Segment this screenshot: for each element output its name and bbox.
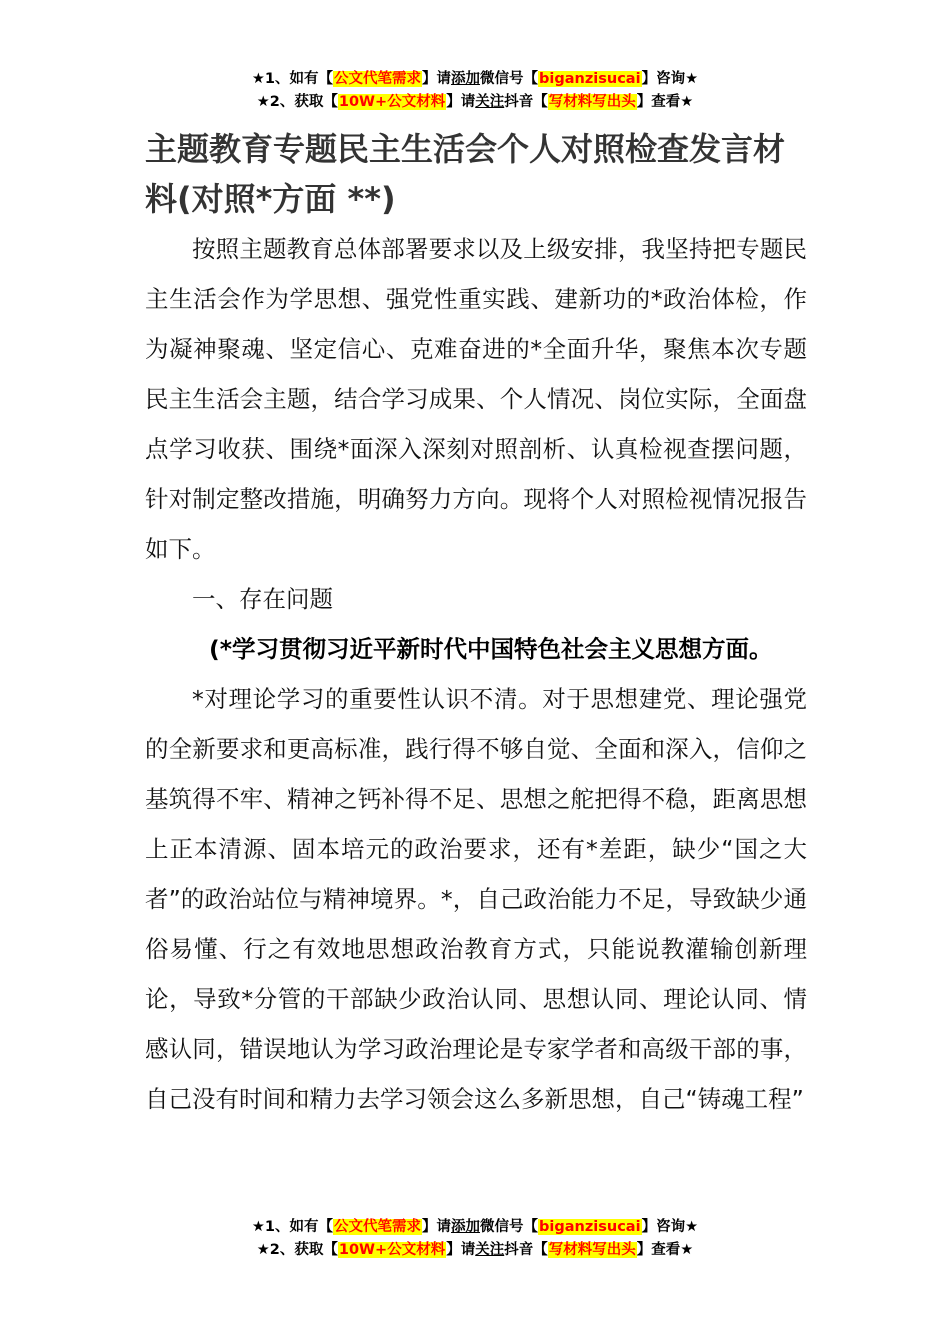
banner-text: 】请	[422, 1219, 452, 1235]
banner-underline: 添加	[451, 71, 481, 87]
banner-highlight: 公文代笔需求	[334, 1219, 422, 1235]
header-banner	[0, 68, 950, 114]
subsection-heading: (*学习贯彻习近平新时代中国特色社会主义思想方面。	[209, 635, 773, 663]
document-title: 主题教育专题民主生活会个人对照检查发言材料(对照*方面 **)	[145, 130, 786, 218]
banner-text: 】咨询★	[641, 1219, 699, 1235]
banner-underline: 添加	[451, 1219, 481, 1235]
body-paragraph: *对理论学习的重要性认识不清。对于思想建党、理论强党的全新要求和更高标准，践行得不够自觉、全面和深入，信仰之基筑得不牢、精神之钙补得不足、思想之舵把得不稳，距离思想上正本清源、固本培元的政治要求，还有*差距，缺少“国之大者”的政治站位与精神境界。*，自己政治能力不足，导致缺少通俗易懂、行之有效地思想政治教育方式，只能说教灌输创新理论，导致*分管的干部缺少政治认同、思想认同、理论认同、情感认同，错误地认为学习政治理论是专家学者和高级干部的事，自己没有时间和精力去学习领会这么多新思想，自己“铸魂工程”	[145, 685, 807, 1113]
banner-highlight: 写材料写出头	[548, 94, 636, 110]
banner-text: ★2、获取【	[256, 1242, 338, 1258]
banner-text: 】请	[422, 71, 452, 87]
banner-line-1	[0, 68, 950, 91]
document-body	[145, 124, 807, 1124]
banner-text: ★1、如有【	[251, 71, 334, 87]
banner-text: ★2、获取【	[256, 94, 338, 110]
banner-underline: 关注	[475, 1242, 505, 1258]
banner-underline: 关注	[475, 94, 505, 110]
banner-text: 】请	[446, 1242, 476, 1258]
banner-text: 微信号【	[480, 71, 539, 87]
banner-highlight: 写材料写出头	[548, 1242, 636, 1258]
banner-text: 抖音【	[504, 1242, 548, 1258]
banner-text: 微信号【	[480, 1219, 539, 1235]
intro-paragraph: 按照主题教育总体部署要求以及上级安排，我坚持把专题民主生活会作为学思想、强党性重实践、建新功的*政治体检，作为凝神聚魂、坚定信心、克难奋进的*全面升华，聚焦本次专题民主生活会主题，结合学习成果、个人情况、岗位实际，全面盘点学习收获、围绕*面深入深刻对照剖析、认真检视查摆问题，针对制定整改措施，明确努力方向。现将个人对照检视情况报告如下。	[145, 235, 807, 563]
banner-highlight: biganzisucai	[539, 1219, 641, 1235]
banner-text: 】查看★	[636, 94, 694, 110]
banner-text: 】请	[446, 94, 476, 110]
banner-text: 抖音【	[504, 94, 548, 110]
banner-text: ★1、如有【	[251, 1219, 334, 1235]
banner-text: 】查看★	[636, 1242, 694, 1258]
banner-text: 】咨询★	[641, 71, 699, 87]
footer-banner	[0, 1216, 950, 1262]
banner-highlight: 10W+公文材料	[338, 94, 446, 110]
banner-highlight: 公文代笔需求	[334, 71, 422, 87]
banner-highlight: biganzisucai	[539, 71, 641, 87]
banner-highlight: 10W+公文材料	[338, 1242, 446, 1258]
banner-line-2	[0, 1239, 950, 1262]
section-heading: 一、存在问题	[192, 585, 333, 613]
banner-line-2	[0, 91, 950, 114]
banner-line-1	[0, 1216, 950, 1239]
